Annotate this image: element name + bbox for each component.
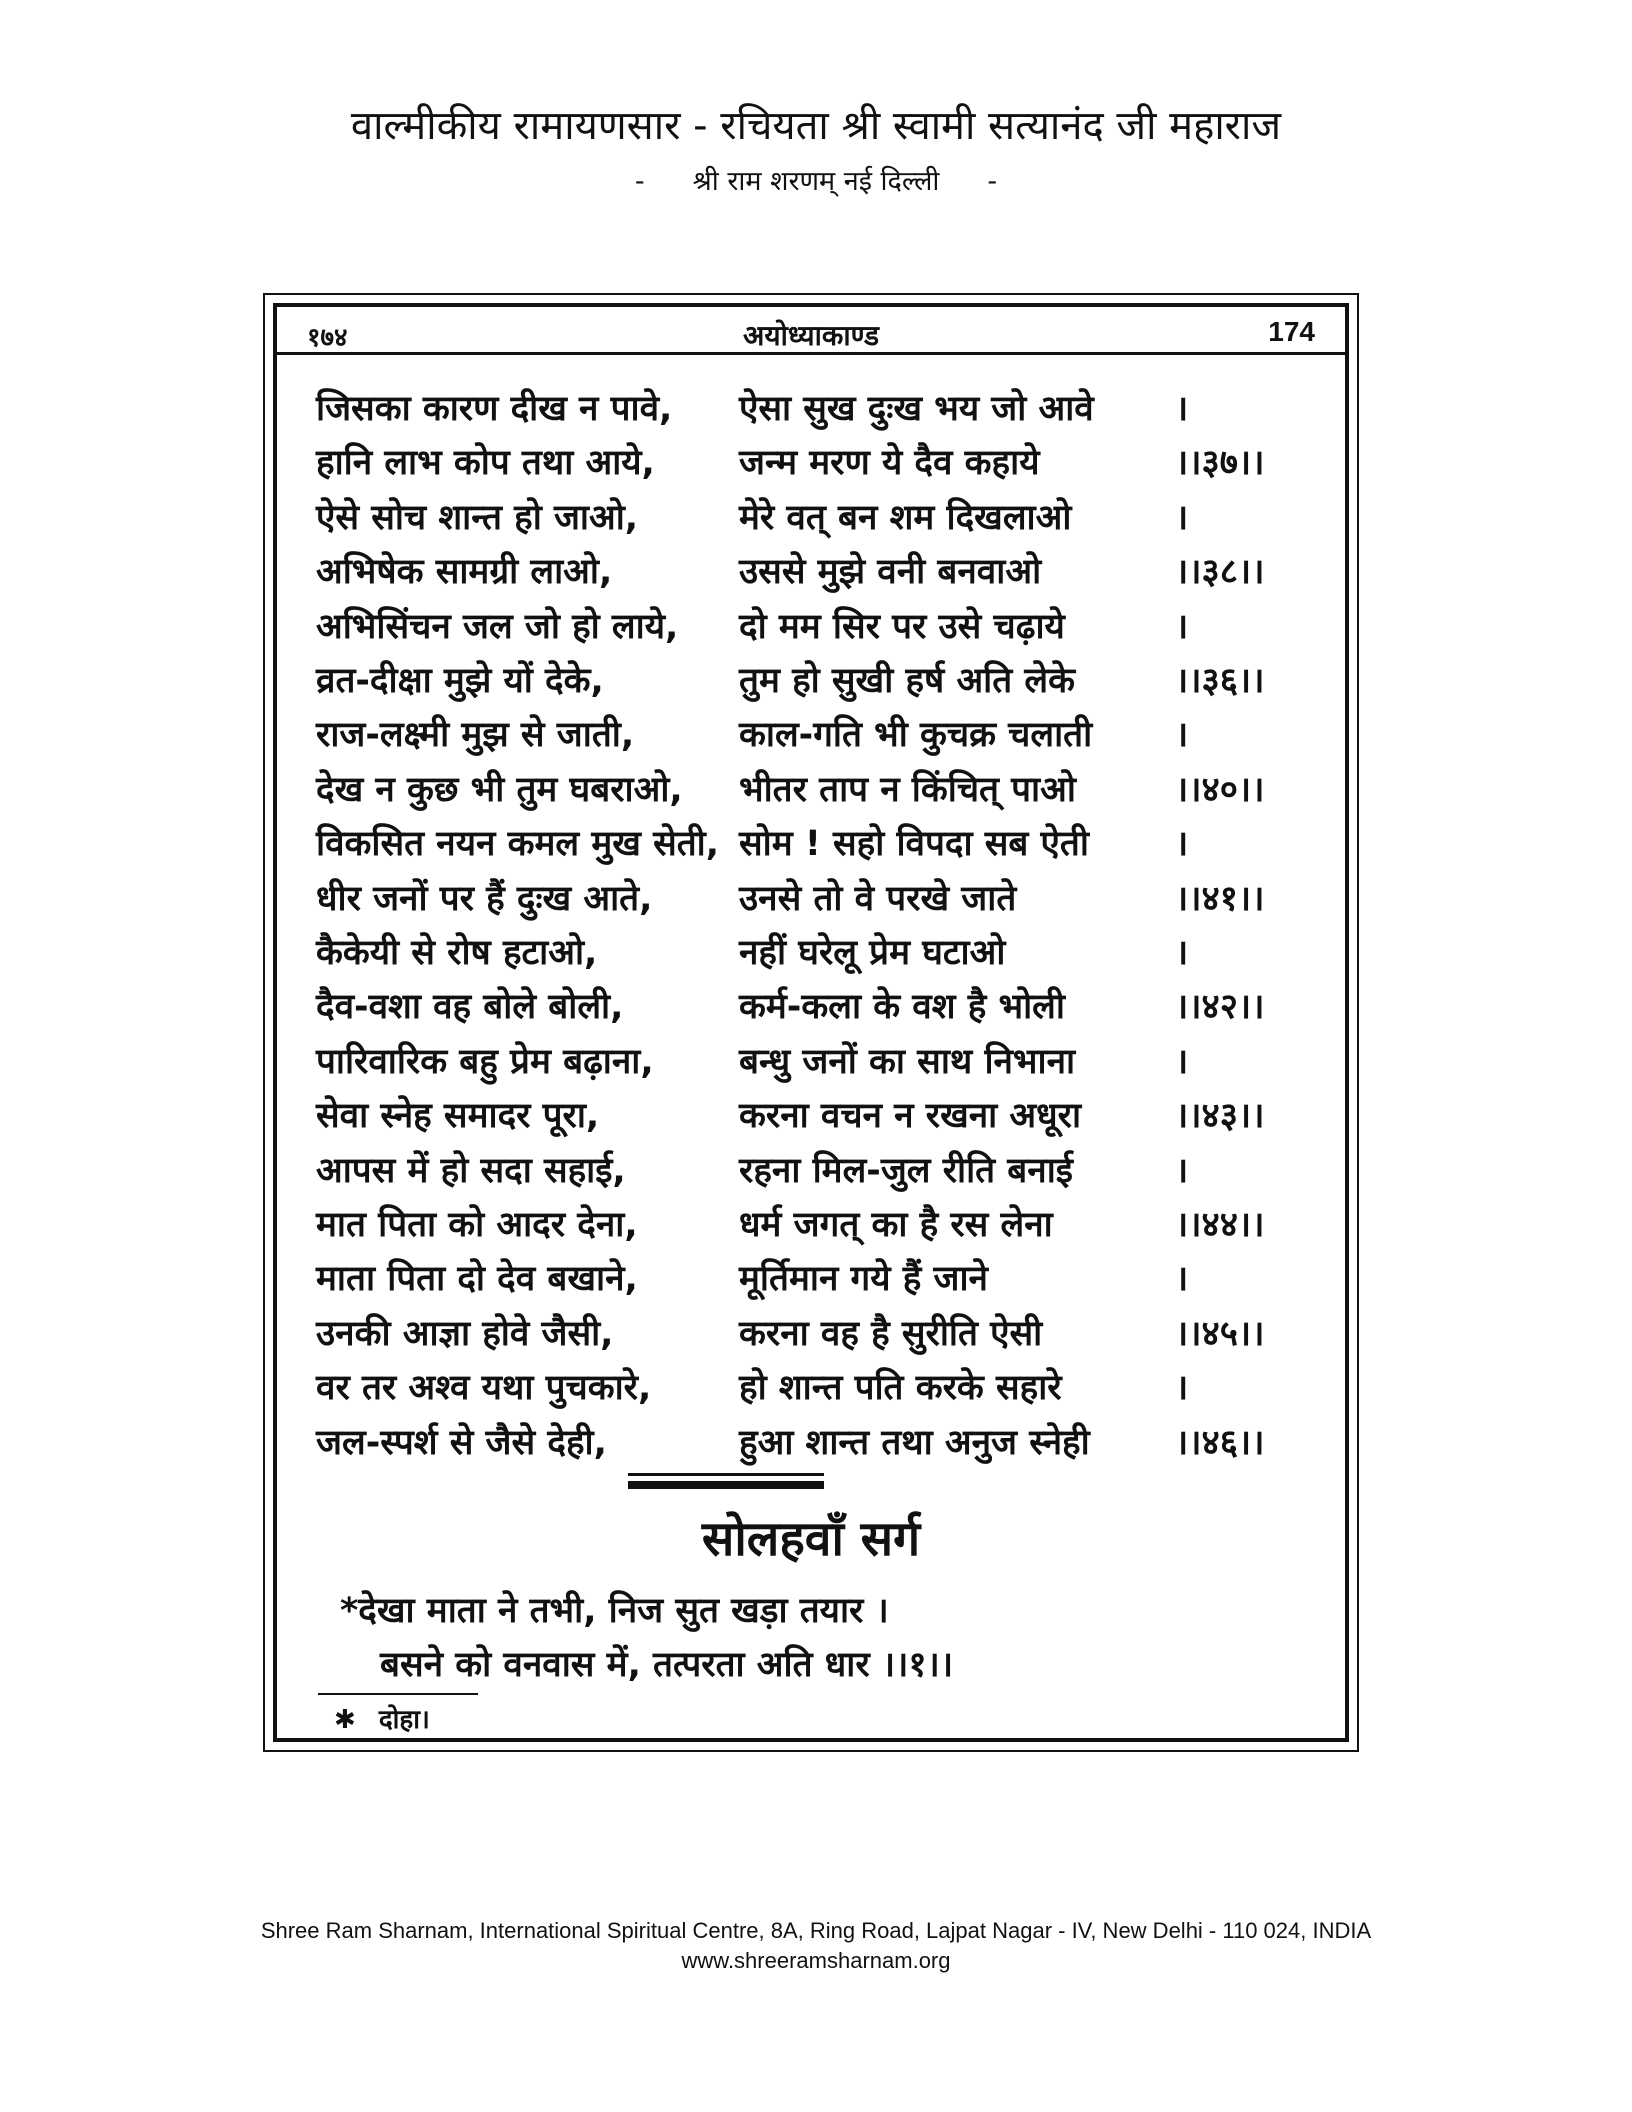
verse-line-first-half: देख न कुछ भी तुम घबराओ,	[316, 769, 683, 810]
verse-number: ।	[1175, 715, 1189, 756]
verse-row	[316, 980, 1316, 1034]
verse-row	[316, 872, 1316, 926]
verse-row	[316, 1361, 1316, 1415]
verse-line-first-half: ऐसे सोच शान्त हो जाओ,	[316, 497, 639, 538]
verse-number: ।	[1175, 1368, 1189, 1409]
verse-row	[316, 436, 1316, 490]
page-number-devanagari: १७४	[307, 323, 348, 353]
verse-line-first-half: अभिषेक सामग्री लाओ,	[316, 552, 613, 593]
kand-title: अयोध्याकाण्ड	[743, 319, 879, 352]
verse-row	[316, 545, 1316, 599]
verse-line-second-half: धर्म जगत् का है रस लेना	[739, 1205, 1053, 1245]
verse-number: ।	[1175, 606, 1189, 647]
verse-number: ।	[1175, 933, 1189, 973]
verse-line-first-half: राज-लक्ष्मी मुझ से जाती,	[316, 715, 635, 756]
verse-line-first-half: विकसित नयन कमल मुख सेती,	[316, 824, 720, 865]
verse-row	[316, 1144, 1316, 1198]
verse-line-second-half: भीतर ताप न किंचित् पाओ	[739, 769, 1076, 810]
verse-line-second-half: उनसे तो वे परखे जाते	[739, 878, 1017, 919]
verse-line-first-half: उनकी आज्ञा होवे जैसी,	[316, 1313, 614, 1354]
footer-address: Shree Ram Sharnam, International Spiritual Centre, 8A, Ring Road, Lajpat Nagar - IV, New Delhi - 110 024, INDIA	[260, 1918, 1372, 1943]
verse-number: ।।३६।।	[1175, 661, 1265, 701]
verse-line-second-half: करना वह है सुरीति ऐसी	[739, 1313, 1043, 1354]
section-divider-thin	[628, 1473, 824, 1476]
verse-line-second-half: ऐसा सुख दुःख भय जो आवे	[739, 389, 1094, 429]
verse-line-first-half: जल-स्पर्श से जैसे देही,	[316, 1422, 607, 1463]
subtitle-dash-right: -	[987, 166, 998, 197]
verse-row	[316, 1416, 1316, 1470]
section-divider-thick	[628, 1481, 824, 1489]
verse-row	[316, 600, 1316, 654]
subtitle-dash-left: -	[634, 166, 645, 197]
verse-line-first-half: पारिवारिक बहु प्रेम बढ़ाना,	[316, 1041, 654, 1082]
verse-line-second-half: करना वचन न रखना अधूरा	[739, 1096, 1082, 1137]
verse-line-first-half: सेवा स्नेह समादर पूरा,	[316, 1096, 600, 1137]
verse-number: ।।४२।।	[1175, 987, 1265, 1028]
verse-number: ।।४५।।	[1175, 1313, 1265, 1354]
verse-number: ।।३८।।	[1175, 552, 1265, 593]
verse-line-first-half: वर तर अश्व यथा पुचकारे,	[316, 1368, 652, 1409]
verse-number: ।।४४।।	[1175, 1205, 1265, 1245]
page-number: 174	[1268, 316, 1315, 347]
verse-line-first-half: माता पिता दो देव बखाने,	[316, 1259, 638, 1300]
footer-website: www.shreeramsharnam.org	[681, 1948, 951, 1973]
footnote	[334, 1698, 430, 1742]
verse-row	[316, 926, 1316, 980]
verse-number: ।	[1175, 1041, 1189, 1082]
verse-line-second-half: दो मम सिर पर उसे चढ़ाये	[739, 606, 1065, 647]
verse-row	[316, 1198, 1316, 1252]
verse-row	[316, 1252, 1316, 1306]
verse-row	[316, 382, 1316, 436]
verse-line-second-half: तुम हो सुखी हर्ष अति लेके	[739, 661, 1075, 701]
verse-number: ।।४६।।	[1175, 1422, 1265, 1463]
verse-line-second-half: नहीं घरेलू प्रेम घटाओ	[739, 933, 1006, 973]
verse-line-second-half: सोम ! सहो विपदा सब ऐती	[739, 824, 1089, 865]
verse-line-first-half: व्रत-दीक्षा मुझे यों देके,	[316, 661, 604, 701]
verse-number: ।	[1175, 824, 1189, 865]
verse-number: ।।४०।।	[1175, 769, 1265, 810]
verse-number: ।।४१।।	[1175, 878, 1265, 919]
verse-row	[316, 763, 1316, 817]
verse-line-first-half: मात पिता को आदर देना,	[316, 1205, 638, 1245]
verse-number: ।	[1175, 497, 1189, 538]
header-subtitle	[0, 162, 1632, 202]
doha-line-2: बसने को वनवास में, तत्परता अति धार ।।१।।	[380, 1645, 954, 1685]
verse-line-second-half: मेरे वत् बन शम दिखलाओ	[739, 497, 1072, 538]
subtitle-text: श्री राम शरणम् नई दिल्ली	[692, 166, 940, 197]
verse-line-first-half: धीर जनों पर हैं दुःख आते,	[316, 878, 653, 919]
verse-number: ।।३७।।	[1175, 443, 1265, 484]
verse-line-second-half: हो शान्त पति करके सहारे	[739, 1368, 1062, 1409]
verse-line-first-half: कैकेयी से रोष हटाओ,	[316, 933, 598, 973]
verse-line-first-half: आपस में हो सदा सहाई,	[316, 1150, 626, 1191]
sarg-title: सोलहवाँ सर्ग	[701, 1511, 921, 1567]
verse-number: ।	[1175, 1150, 1189, 1191]
verse-line-first-half: हानि लाभ कोप तथा आये,	[316, 443, 655, 484]
verse-number: ।।४३।।	[1175, 1096, 1265, 1137]
verse-row	[316, 491, 1316, 545]
doha-line-1: *देखा माता ने तभी, निज सुत खड़ा तयार ।	[340, 1591, 889, 1631]
verse-row	[316, 1089, 1316, 1143]
verse-line-second-half: काल-गति भी कुचक्र चलाती	[739, 715, 1093, 756]
verse-row	[316, 817, 1316, 871]
asterisk-icon: ✱	[334, 1705, 356, 1735]
verse-row	[316, 654, 1316, 708]
verse-row	[316, 1035, 1316, 1089]
verse-line-second-half: रहना मिल-जुल रीति बनाई	[739, 1150, 1073, 1191]
verse-line-first-half: जिसका कारण दीख न पावे,	[316, 389, 673, 429]
verse-line-first-half: अभिसिंचन जल जो हो लाये,	[316, 606, 679, 647]
verse-line-second-half: हुआ शान्त तथा अनुज स्नेही	[739, 1422, 1090, 1463]
verse-line-second-half: कर्म-कला के वश है भोली	[739, 987, 1065, 1028]
page-head	[277, 312, 1345, 355]
verse-row	[316, 708, 1316, 762]
header-title: वाल्मीकीय रामायणसार - रचियता श्री स्वामी सत्यानंद जी महाराज	[350, 103, 1282, 149]
verse-line-first-half: दैव-वशा वह बोले बोली,	[316, 987, 624, 1028]
verse-line-second-half: जन्म मरण ये दैव कहाये	[739, 443, 1040, 484]
verse-line-second-half: बन्धु जनों का साथ निभाना	[739, 1041, 1076, 1082]
footnote-rule	[318, 1693, 478, 1695]
verse-number: ।	[1175, 389, 1189, 429]
verse-number: ।	[1175, 1259, 1189, 1300]
verse-line-second-half: उससे मुझे वनी बनवाओ	[739, 552, 1042, 593]
verse-row	[316, 1307, 1316, 1361]
footnote-text: दोहा।	[378, 1705, 430, 1735]
verse-line-second-half: मूर्तिमान गये हैं जाने	[739, 1259, 988, 1300]
